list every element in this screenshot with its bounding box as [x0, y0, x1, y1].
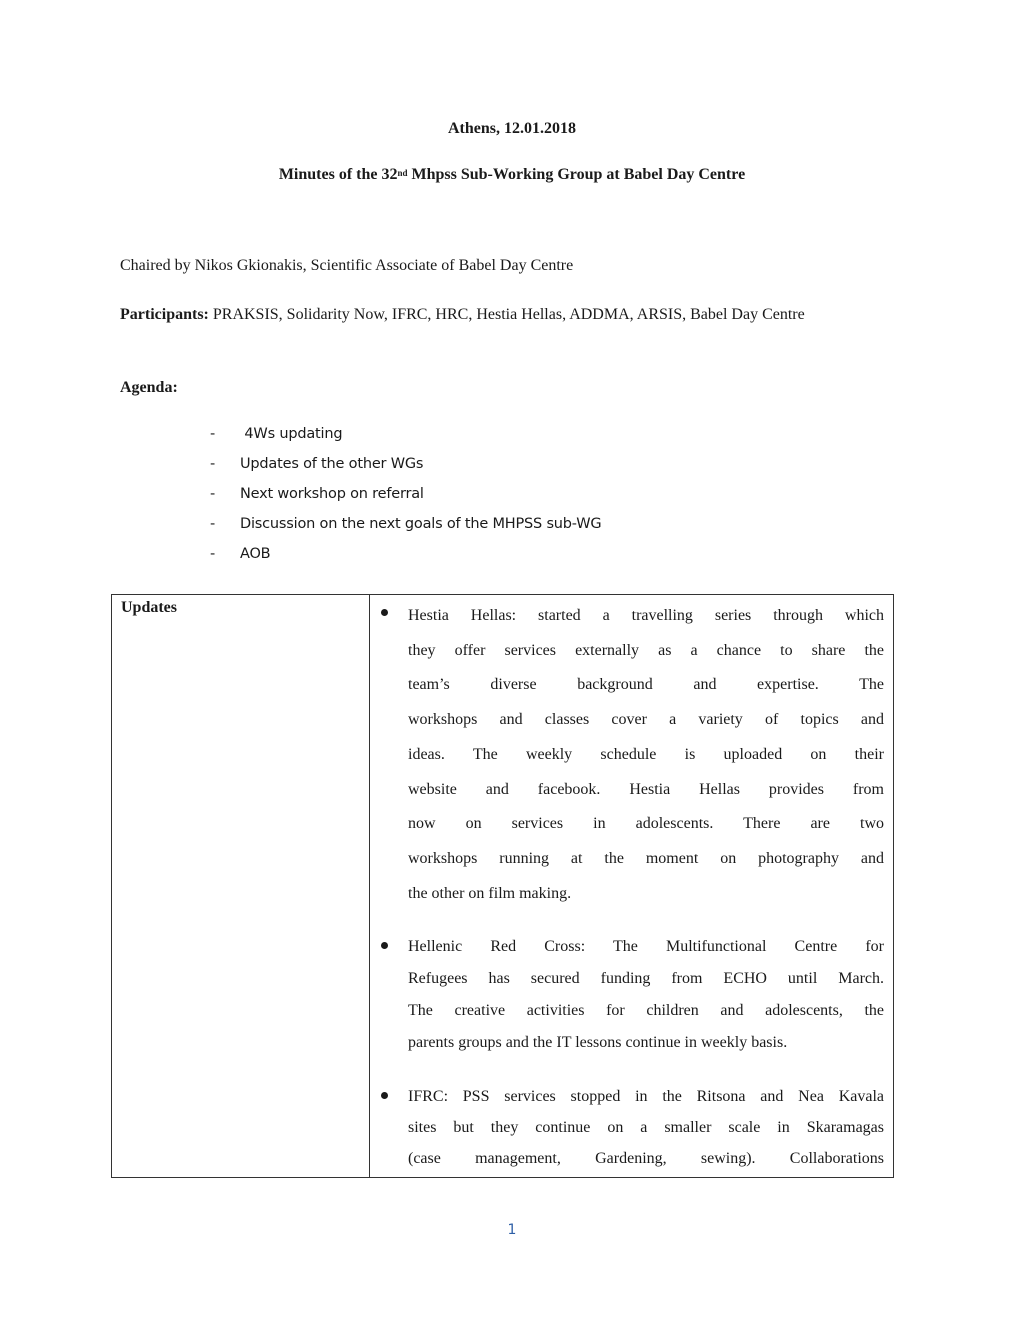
update-line: sites but they continue on a smaller scale in Skaramagas: [408, 1119, 884, 1136]
agenda-item-text: Next workshop on referral: [240, 486, 424, 502]
participants-label: Participants:: [120, 306, 209, 323]
agenda-item: [210, 541, 601, 571]
page-number: 1: [507, 1222, 517, 1238]
updates-table: [111, 594, 894, 1178]
agenda-dash: -: [210, 426, 216, 442]
update-line: website and facebook. Hestia Hellas provides from: [408, 780, 884, 798]
document-date: Athens, 12.01.2018: [447, 120, 576, 137]
update-line: team’s diverse background and expertise. The: [408, 676, 884, 694]
bullet-dot-icon: [381, 609, 388, 616]
title-ordinal-suffix: nd: [397, 168, 408, 178]
title-prefix: Minutes of the 32: [278, 166, 398, 183]
agenda-list: [210, 421, 601, 571]
agenda-dash: -: [210, 486, 216, 502]
update-line: Refugees has secured funding from ECHO until March.: [408, 970, 884, 987]
update-item-hestia-hellas: [408, 599, 884, 911]
agenda-dash: -: [210, 546, 216, 562]
bullet-dot-icon: [381, 1092, 388, 1099]
update-line: parents groups and the IT lessons continue in weekly basis.: [408, 1034, 788, 1051]
participants-list: PRAKSIS, Solidarity Now, IFRC, HRC, Hestia Hellas, ADDMA, ARSIS, Babel Day Centre: [208, 306, 805, 323]
update-line: ideas. The weekly schedule is uploaded on their: [408, 745, 884, 763]
agenda-heading: Agenda:: [120, 379, 178, 396]
update-line: Hellenic Red Cross: The Multifunctional Centre for: [408, 938, 884, 955]
agenda-item: [210, 511, 601, 541]
title-suffix: Mhpss Sub-Working Group at Babel Day Centre: [407, 166, 746, 183]
update-line: the other on film making.: [408, 884, 572, 902]
update-line: Hestia Hellas: started a travelling series through which: [408, 607, 884, 624]
chaired-by-line: Chaired by Nikos Gkionakis, Scientific Associate of Babel Day Centre: [120, 257, 574, 274]
agenda-item: [210, 421, 601, 451]
update-line: now on services in adolescents. There are two: [408, 815, 884, 833]
agenda-item-text: Updates of the other WGs: [240, 456, 424, 472]
agenda-dash: -: [210, 456, 216, 472]
agenda-item-text: AOB: [240, 546, 271, 562]
agenda-item: [210, 481, 601, 511]
update-item-ifrc: [408, 1081, 884, 1174]
update-line: (case management, Gardening, sewing). Collaborations: [408, 1150, 884, 1167]
agenda-item-text: Discussion on the next goals of the MHPSS sub-WG: [240, 516, 602, 532]
participants-paragraph: [120, 299, 905, 331]
update-line: workshops and classes cover a variety of topics and: [408, 711, 884, 729]
agenda-dash: -: [210, 516, 216, 532]
update-line: The creative activities for children and adolescents, the: [408, 1002, 884, 1019]
update-line: workshops running at the moment on photography and: [408, 849, 884, 867]
table-column-divider: [369, 595, 370, 1177]
update-line: they offer services externally as a chance to share the: [408, 641, 884, 659]
document-title: [0, 166, 1024, 184]
bullet-dot-icon: [381, 942, 388, 949]
agenda-item: [210, 451, 601, 481]
agenda-item-text: 4Ws updating: [240, 426, 343, 442]
updates-label: Updates: [121, 599, 178, 616]
update-line: IFRC: PSS services stopped in the Ritsona and Nea Kavala: [408, 1088, 884, 1105]
update-item-hellenic-red-cross: [408, 931, 884, 1059]
